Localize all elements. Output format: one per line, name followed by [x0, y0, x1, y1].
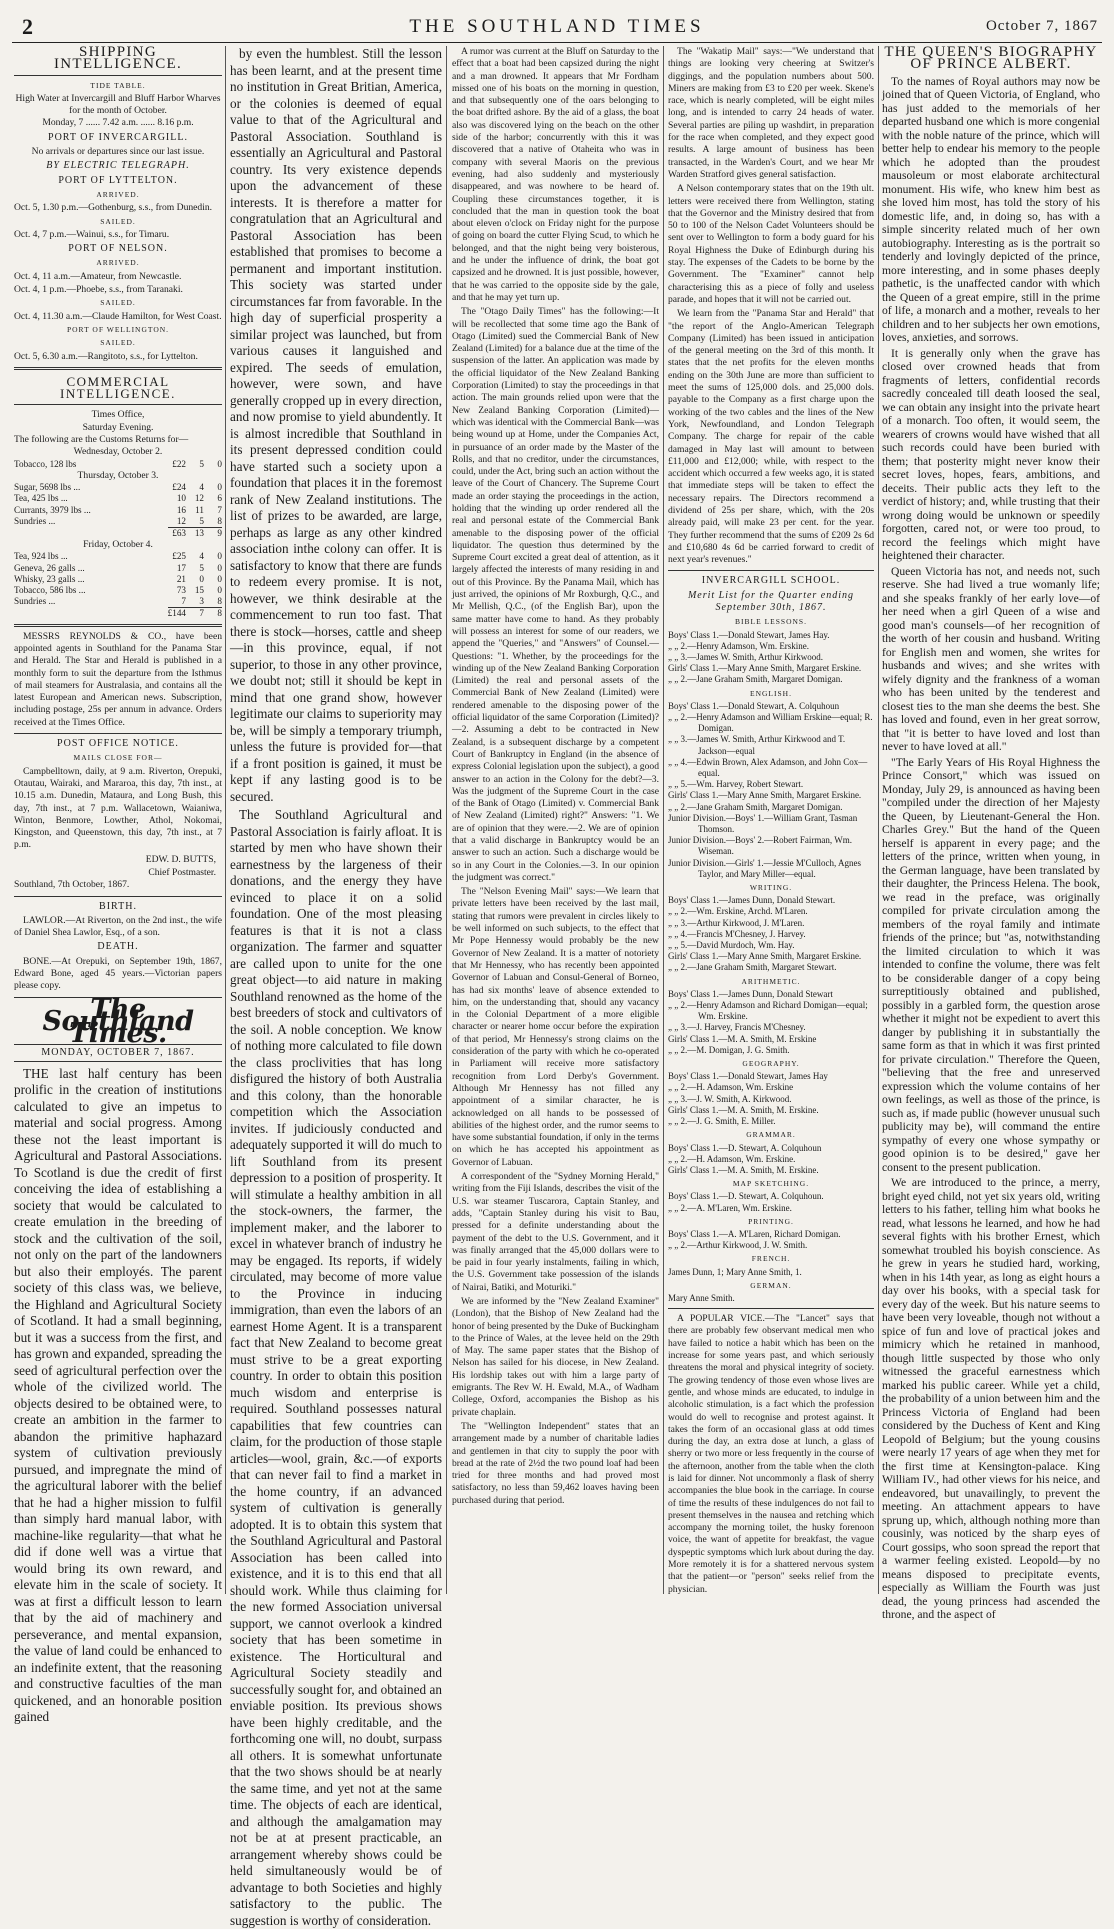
news-paragraph: A Nelson contemporary states that on the 19th ult. letters were received there from Wellington, stating that the Governor and the Ministry desired that from 50 to 100 of the Nelson Cadet Volunteers should be sent over to Wellington to form a body guard for his Royal Highness the Duke of Edinburgh during his stay. The expenses of the Cadets to be borne by the Government. The "Examiner" cannot help characterising this as a piece of folly and useless parade, and hopes that it will not be carried out.	[668, 183, 874, 305]
table-total: £144 7 8	[167, 608, 222, 619]
paper-nameplate: The Southland Times.	[42, 993, 194, 1050]
merit-entry: „ „ 3.—James W. Smith, Arthur Kirkwood.	[668, 651, 823, 662]
reynolds-notice: MESSRS REYNOLDS & CO., have been appointed agents in Southland for the Panama Star and Herald. The Star and Herald is published in a monthly form to suit the departure from the Isthmus of mail steamers for Australasia, and contains all the latest European and American news. Subscription, including postage, 25s per annum in advance. Orders received at the Times Office.	[14, 630, 222, 728]
column-4	[668, 46, 874, 1594]
port-lyttelton-heading: PORT OF LYTTELTON.	[58, 174, 178, 186]
merit-subject: FRENCH.	[751, 1254, 791, 1264]
shipping-entry: Oct. 4, 11.30 a.m.—Claude Hamilton, for West Coast.	[14, 310, 222, 322]
merit-subject: ENGLISH.	[750, 688, 792, 698]
column-3	[452, 46, 659, 1594]
merit-subject: MAP SKETCHING.	[732, 1179, 810, 1189]
port-wellington-heading: PORT OF WELLINGTON.	[66, 324, 170, 334]
article-paragraph: Queen Victoria has not, and needs not, such reserve. She had lived a true womanly life; and she speaks frankly of her early love—of her need when a girl Queen of a wise and good man's counsels—of her recognition of the worth of her cousin and husband. Writing for English men and women, she writes for husbands and wives; and she writes with wifely dignity and the frankness of a woman who has been united by the tenderest and closest ties to the man she deems the best. She has loved and found, even in her great sorrow, that "it is better to have loved and lost than never to have loved at all."	[882, 564, 1100, 754]
death-notice: BONE.—At Orepuki, on September 19th, 1867, Edward Bone, aged 45 years.—Victorian papers please copy.	[14, 955, 222, 992]
merit-subject: GERMAN.	[750, 1280, 792, 1290]
commercial-heading: COMMERCIAL INTELLIGENCE.	[60, 373, 176, 402]
news-paragraph: The "Otago Daily Times" has the following:—It will be recollected that some time ago the Bank of Otago (Limited) sued the Commercial Bank of New Zealand (Limited) for a balance due at the time of the suspension of the latter. An application was made by the official liquidator of the New Zealand Banking Corporation (Limited) to stay the proceedings in that action. The main grounds relied upon were that the New Zealand Banking Corporation (Limited)—which was identical with the Commercial Bank—was being wound up at Home, under the Companies Act, in pursuance of an order made by the Master of the Rolls, and that no creditor, under the circumstances, could, under the Act, bring such an action without the leave of the Court of Chancery. The Supreme Court made an order staying the proceedings in the action, holding that the winding up order rendered all the real and personal estate of the Commercial Bank amenable to the disposing power of the official liquidator. The question thus determined by the Supreme Court excited a great deal of attention, as it largely affected the interests of many residing in and out of this Province. By the Panama Mail, which has just arrived, the opinions of Mr Roxburgh, Q.C., and Mr Mellish, Q.C., (of the English Bar), upon the same matter have come to hand. As they probably will possess an interest for some of our readers, we append the "Queries," and "Answers" of Counsel.—Questions: "1. Whether, by the proceedings for the winding up of the New Zealand Banking Corporation (Limited) the real and personal assets of the Commercial Bank of New Zealand (Limited) were rendered amenable to the disposing power of the official liquidator of the same Corporation (Limited)?—2. Assuming a debt to be contracted in New Zealand, is a subsequent discharge by a competent Court of Bankruptcy in England (in the absence of express Colonial legislation upon the subject), a good answer to an action in the Colony for the debt?—3. Was the judgment of the Supreme Court in the case of the Bank of Otago (Limited) v. Commercial Bank of New Zealand (Limited) right?" Answers: "1. We are of opinion that they were.—2. We are of opinion that a valid discharge in Bankruptcy would be an answer to such an action. Such a discharge would be so in any Court in the Colonies.—3. In our opinion the judgment was correct."	[452, 306, 659, 883]
merit-subject: GEOGRAPHY.	[742, 1059, 800, 1069]
news-paragraph: The "Wakatip Mail" says:—"We understand that things are looking very cheering at Switzer's diggings, and the population numbers about 500. Miners are making from £3 to £20 per week. Skene's race, which is nearly completed, will be eight miles long, and is intended to carry 24 heads of water. Several parties are piling up washdirt, in preparation for the race when completed, and they expect good results. A large amount of business has been transacted, in the Warden's Court, and we hear Mr Warden Stratford gives general satisfaction.	[668, 46, 874, 180]
merit-entry: Girls' Class 1.—Mary Anne Smith, Margaret Erskine.	[668, 663, 862, 674]
merit-subject: PRINTING.	[748, 1216, 794, 1226]
merit-entry: „ „ 2.—Henry Adamson and Richard Domigan—equal; Wm. Erskine.	[668, 1000, 868, 1022]
merit-entry: „ „ 3.—James W. Smith, Arthur Kirkwood and T. Jackson—equal	[668, 734, 846, 756]
postmaster-title: Chief Postmaster.	[148, 866, 216, 878]
merit-entry: „ „ 3.—J. Harvey, Francis M'Chesney.	[668, 1022, 806, 1033]
port-invercargill-heading: PORT OF INVERCARGILL.	[48, 131, 188, 143]
table-row: Tea, 924 lbs ... £25 4 0	[14, 551, 222, 562]
merit-entry: Mary Anne Smith.	[668, 1292, 735, 1303]
customs-intro: The following are the Customs Returns for—	[14, 434, 189, 446]
merit-entry: „ „ 4.—Edwin Brown, Alex Adamson, and John Cox—equal.	[668, 756, 868, 778]
shipping-entry: Oct. 5, 6.30 a.m.—Rangitoto, s.s., for Lyttelton.	[14, 350, 198, 362]
merit-entry: Girls' Class 1.—Mary Anne Smith, Margaret Erskine.	[668, 951, 862, 962]
merit-entry: „ „ 2.—H. Adamson, Wm. Erskine.	[668, 1153, 796, 1164]
merit-entry: Girls' Class 1.—M. A. Smith, M. Erskine.	[668, 1164, 819, 1175]
table-row: Tobacco, 128 lbs £22 5 0	[14, 458, 222, 469]
table-row: Tobacco, 586 lbs ... 73 15 0	[14, 585, 222, 596]
tide-heading: TIDE TABLE.	[90, 80, 146, 90]
mails-close-label: MAILS CLOSE FOR—	[73, 753, 163, 763]
merit-entry: Boys' Class 1.—James Dunn, Donald Stewart.	[668, 895, 836, 906]
merit-entry: Boys' Class 1.—Donald Stewart, James Hay.	[668, 629, 830, 640]
table-row: Sundries ... 7 3 8	[14, 596, 222, 607]
column-2	[230, 46, 442, 1928]
newspaper-title: THE SOUTHLAND TIMES	[409, 16, 705, 37]
merit-entry: „ „ 2.—Henry Adamson and William Erskine—equal; R. Domigan.	[668, 711, 873, 734]
column-1	[14, 44, 223, 1725]
merit-entry: „ „ 2.—Henry Adamson, Wm. Erskine.	[668, 640, 810, 651]
table-row: Geneva, 26 galls ... 17 5 0	[14, 562, 222, 573]
customs-table	[14, 459, 222, 470]
merit-entry: Junior Division.—Boys' 2.—Robert Fairman, Wm. Wiseman.	[668, 835, 852, 857]
news-paragraph: The "Wellington Independent" states that an arrangement made by a number of charitable ladies and gentlemen in that city to supply the poor with bread at the rate of 2½d the two pound loaf had been tried for three months and had proved most satisfactory, no less than 59,462 loaves having been purchased during that period.	[452, 1420, 659, 1506]
sailed-label: SAILED.	[100, 216, 136, 226]
merit-entry: Junior Division.—Boys' 1.—William Grant, Tasman Thomson.	[668, 812, 858, 835]
arrived-label: ARRIVED.	[96, 258, 140, 268]
article-paragraph: To the names of Royal authors may now be joined that of Queen Victoria, of England, who has just added to the memorials of her departed husband one which is more congenial with the noble nature of the prince, which will better help to endear his memory to the people which he adopted than the proudest mausoleum or most elaborate architectural monument. His wife, who knew him best as she loved him most, has told the story of his domestic life, and, in doing so, has with a simple sincerity related much of her own autobiography. Interesting as is the portrait so tenderly and lovingly depicted of the prince, more interesting, and in some phases deeply pathetic, is the unaffected candor with which the Queen of a great empire, still in the prime of life, a monarch and a mother, reveals to her children and to her subjects her own emotions, loves, anxieties, and sorrows.	[882, 74, 1100, 345]
merit-entry: „ „ 4.—Francis M'Chesney, J. Harvey.	[668, 928, 806, 939]
shipping-entry: Oct. 4, 7 p.m.—Wainui, s.s., for Timaru.	[14, 228, 170, 240]
article-paragraph: "The Early Years of His Royal Highness the Prince Consort," which was issued on Monday, July 29, is announced as having been "compiled under the direction of her Majesty the Queen, by Lieutenant-General the Hon. Charles Grey." But the hand of the Queen herself is apparent in every page; and the letters of the prince, written when young, in the German language, have been translated by their daughter, the Princess Helena. The book, we read in the preface, was originally compiled for private circulation among the members of the royal family and intimate friends of the prince; but "as, notwithstanding the limited circulation to which it was intended to confine the volume, there was felt to be considerable danger of a copy being surreptitiously obtained and published, possibly in a garbled form, the question arose whether it might not be expedient to avert this danger by publishing it in substantially the same form as that in which it was first printed for private circulation." Therefore the Queen, "believing that the free and unreserved expression which the volume contains of her own feelings, as well as those of the prince, is such as, if made public (however unusual such publicity may be), will command the entire sympathy of every one whose sympathy or good opinion is to be desired," gave her consent to the present publication.	[882, 755, 1100, 1174]
merit-subject: WRITING.	[749, 883, 793, 893]
tide-intro: High Water at Invercargill and Bluff Harbor Wharves for the month of October.	[15, 92, 221, 117]
shipping-entry: Oct. 4, 11 a.m.—Amateur, from Newcastle.	[14, 270, 182, 282]
merit-entry: „ „ 2.—Jane Graham Smith, Margaret Domigan.	[668, 801, 843, 812]
sailed-label: SAILED.	[100, 338, 136, 348]
table-row: Tea, 425 lbs ... 10 12 6	[14, 493, 222, 504]
issue-date: October 7, 1867	[985, 18, 1098, 34]
table-row: Sugar, 5698 lbs ... £24 4 0	[14, 482, 222, 493]
news-paragraph: A rumor was current at the Bluff on Saturday to the effect that a boat had been capsized during the night and a man drowned. It appears that Mr Fordham missed one of his boats on the morning in question, and that subsequently one of the oars belonging to the boat drifted ashore. By the aid of a glass, the boat also was discovered lying on the beach on the other side of the harbor; concurrently with this it was discovered that a native of Otaheita who was in company with several Maoris on the previous evening, had also suddenly and mysteriously disappeared, and was nowhere to be heard of. Coupling these circumstances together, it is concluded that the man in question took the boat about eleven o'clock on Friday night for the purpose of going on board the cutter Flying Scud, to which he belonged, and that the night being very boisterous, and he under the influence of drink, the boat got capsized and he drowned. It is just possible, however, that he was carried to the opposite side by the gale, and that he may yet turn up.	[452, 46, 659, 303]
shipping-entry: Oct. 5, 1.30 p.m.—Gothenburg, s.s., from Dunedin.	[14, 202, 213, 214]
column-divider	[446, 46, 447, 1594]
shipping-heading: SHIPPING INTELLIGENCE.	[53, 44, 183, 73]
port-invercargill-note: No arrivals or departures since our last issue.	[31, 146, 205, 158]
merit-entry: „ „ 3.—Arthur Kirkwood, J. M'Laren.	[668, 917, 805, 928]
leader-date: MONDAY, OCTOBER 7, 1867.	[14, 1044, 222, 1062]
merit-entry: „ „ 2.—Wm. Erskine, Archd. M'Laren.	[668, 906, 808, 917]
times-office: Times Office,	[91, 409, 145, 421]
table-total: £63 13 9	[14, 527, 222, 539]
page-number: 2	[22, 14, 33, 39]
table-row: Sundries ... 12 5 8	[14, 515, 222, 526]
merit-entry: „ „ 2.—J. G. Smith, E. Miller.	[668, 1116, 776, 1127]
merit-heading: Merit List for the Quarter ending September 30th, 1867.	[687, 589, 855, 614]
merit-entry: „ „ 2.—Arthur Kirkwood, J. W. Smith.	[668, 1240, 808, 1251]
merit-entry: Girls' Class 1.—Mary Anne Smith, Margaret Erskine.	[668, 790, 862, 801]
birth-heading: BIRTH.	[99, 900, 137, 912]
leader-paragraph: THE last half century has been prolific in the creation of institutions calculated to give an impetus to material and social progress. Among these not the least important is Agricultural and Pastoral Associations. To Scotland is due the credit of first conceiving the idea of establishing a society that would be calculated to create emulation in the breeding of stock and the cultivation of the soil, not only on the part of the landowners but also their employés. The parent society of this class was, we believe, the Highland and Agricultural Society of Scotland. It had a small beginning, but it was a success from the first, and has grown and expanded, spreading the seed of agricultural perfection over the whole of the civilized world. The objects desired to be obtained were, to create an ambition in the farmer to abandon the primitive haphazard system of cultivation previously pursued, and impregnate the mind of the agricultural laborer with the belief that he had a higher mission to fulfil than simply hard manual labor, with machine-like regularity—that what he did if done well was a virtue that would bring its own reward, and elevate him in the scale of society. It was at first a difficult lesson to learn that by the aid of machinery and perseverance, and mental expansion, the value of land could be enhanced to an indefinite extent, that the reasoning and constructive faculties of the man quickened, and an honorable position gained	[14, 1065, 223, 1725]
merit-entry: Girls' Class 1.—M. A. Smith, M. Erskine.	[668, 1104, 819, 1115]
column-divider	[878, 46, 879, 1594]
postmaster-name: EDW. D. BUTTS,	[145, 853, 216, 865]
masthead	[12, 16, 1102, 43]
merit-entry: James Dunn, 1; Mary Anne Smith, 1.	[668, 1266, 802, 1277]
merit-entry: „ „ 2.—Jane Graham Smith, Margaret Domigan.	[668, 674, 843, 685]
article-paragraph: We are introduced to the prince, a merry, bright eyed child, not yet six years old, writing letters to his father, telling him what books he read, what lessons he learned, and how he had several fights with his brother Ernest, which somewhat troubled his boyish conscience. As he grew in years he studied hard, working, when in his 14th year, as long as eight hours a day over his books, with a special task for every day of the week. But his nature seems to have been very loveable, though not without a spice of fun and love of practical jokes and mimicry which he retained in manhood, though little suspected by those who only witnessed the graceful earnestness which marked his public career. While yet a child, the probability of a union between him and the Princess Victoria of England had been considered by the Duchess of Kent and King Leopold of Belgium; but the young cousins were nearly 17 years of age when they met for the first time at Kensington-palace. King William IV., had other views for his neice, and endeavored, but unavailingly, to prevent the meeting. An attachment appears to have sprung up, which, although nothing more than cousinly, was noticed by the sharp eyes of Court gossips, who soon spread the report that a warmer feeling existed. Leopold—by no means disposed to precipitate events, especially as William the Fourth was just dead, the young princess had ascended the throne, and the aspect of	[882, 1176, 1100, 1622]
shipping-entry: Oct. 4, 1 p.m.—Phoebe, s.s., from Taranaki.	[14, 284, 183, 296]
merit-entry: „ „ 3.—J. W. Smith, A. Kirkwood.	[668, 1093, 792, 1104]
leader-paragraph: The Southland Agricultural and Pastoral Association is fairly afloat. It is started by men who have shown their earnestness by the largeness of their donations, and the energy they have evinced to place it on a solid foundation. One of the most pleasing features is that it is not a class organization. The farmer and squatter are called upon to unite for the one great object—to aid nature in making Southland renowned as the home of the best breeders of stock and cultivators of the soil. A noble conception. We know of nothing more calculated to file down the class proclivities that has long disfigured the history of both Australia and this colony, than the honorable competition which the Association invites. If judiciously conducted and adequately supported it will do much to lift Southland from its present depression to a position of prosperity. It will stimulate a healthy ambition in all the stock-owners, the farmer, the implement maker, and the laborer to excel in whatever branch of industry he may be engaged. Its reports, if widely circulated, may become of more value to the Province in inducing immigration, than even the labors of an earnest Home Agent. It is a transparent fact that New Zealand to become great must strive to be a great exporting country. In order to obtain this position much wisdom and enterprise is required. Southland possesses natural capabilities that few countries can claim, for the production of those staple articles—wool, grain, &c.—of exports that can never fail to find a market in the home country, if an advanced system of cultivation is generally adopted. It is to obtain this system that the Southland Agricultural and Pastoral Association has been called into existence, and it is to this end that all should work. While thus claiming for the new formed Association universal support, we cannot overlook a kindred society that has been sometime in existence. The Horticultural and Agricultural Society steadily and successfully sought for, and obtained an enviable position. Its previous shows have been highly creditable, and the forthcoming one will, no doubt, surpass all others. It is somewhat unfortunate that the two shows should be at nearly the same time, and yet not at the same time. The objects of each are identical, and although the amalgamation may not be at at present practicable, an arrangement whereby shows could be held simultaneously would be of advantage to both Societies and highly satisfactory to the public. The suggestion is worthy of consideration.	[230, 807, 442, 1928]
merit-entry: „ „ 5.—Wm. Harvey, Robert Stewart.	[668, 779, 804, 790]
customs-day: Thursday, October 3.	[77, 469, 159, 481]
merit-entry: Junior Division.—Girls' 1.—Jessie M'Culloch, Agnes Taylor, and Mary Miller—equal.	[668, 857, 861, 879]
news-paragraph: A POPULAR VICE.—The "Lancet" says that there are probably few observant medical men who have failed to notice a habit which has been on the increase for some years past, and which seriously threatens the moral and physical integrity of society. The growing tendency of those even whose lives are gentle, and whose minds are educated, to indulge in alcoholic stimulation, is a fact which the profession would do well to recognise and protest against. It takes the form of an occasional glass at odd times during the day, an extra dose at lunch, a glass of sherry or two more or less frequently in the course of the afternoon, another from the table when the cloth is laid for dinner. Not uncommonly a flask of sherry accompanies the blue book in the carriage. In course of time the results of these indulgences do not fail to present themselves in the nausea and retching which accompany the morning toilet, the husky forenoon voice, the want of appetite for breakfast, the vague dyspeptic symptoms which lurk about during the day. More remotely it is for a shattered nervous system that the patient—or "person" seeks relief from the physician.	[668, 1313, 874, 1595]
article-paragraph: It is generally only when the grave has closed over crowned heads that from fragments of letters, confidential records sacredly concealed till death loosed the seal, we can obtain any insight into the private heart of a monarch. Too often, it would seem, the wearers of crowns would have wished that all such records could have been buried with them; that posterity might never know their secret loves, hopes, fears, ambitions, and deceits. Their public acts they left to the verdict of history; and, while trusting that their wrong doing would be unknown or speedily forgotten, cared not, or were too proud, to record the feelings which might have heightened their character.	[882, 346, 1100, 563]
customs-table	[14, 482, 222, 539]
column-divider	[225, 46, 226, 1594]
birth-notice: LAWLOR.—At Riverton, on the 2nd inst., the wife of Daniel Shea Lawlor, Esq., of a son.	[14, 914, 222, 939]
school-heading: INVERCARGILL SCHOOL.	[701, 575, 841, 587]
saturday-evening: Saturday Evening.	[82, 421, 154, 433]
customs-day: Friday, October 4.	[83, 539, 153, 551]
column-divider	[663, 46, 664, 1594]
merit-entry: Boys' Class 1.—A. M'Laren, Richard Domigan.	[668, 1228, 841, 1239]
merit-entry: Boys' Class 1.—D. Stewart, A. Colquhoun	[668, 1142, 822, 1153]
tide-row: Monday, 7 ...... 7.42 a.m. ...... 8.16 p.m.	[42, 117, 194, 129]
merit-subject: BIBLE LESSONS.	[735, 617, 807, 627]
death-heading: DEATH.	[97, 941, 139, 953]
table-row: Currants, 3979 lbs ... 16 11 7	[14, 504, 222, 515]
merit-subject: ARITHMETIC.	[741, 976, 801, 986]
post-office-heading: POST OFFICE NOTICE.	[57, 738, 179, 750]
merit-entry: Boys' Class 1.—D. Stewart, A. Colquhoun.	[668, 1191, 824, 1202]
customs-table	[14, 551, 222, 619]
merit-list	[668, 616, 874, 1304]
news-paragraph: We learn from the "Panama Star and Herald" that "the report of the Anglo-American Telegraph Company (Limited) has been issued in anticipation of the general meeting on the 3rd of this month. It states that the net profits for the eleven months ending on the 30th June are more than sufficient to meet the sums of 125,000 dols. and 25,000 dols. payable to the Company as a first charge upon the working of the two cables and the lines of the New York, Newfoundland, and London Telegraph Company. The charge for repair of the cable damaged in May last will amount to between £11,000 and £12,000; while, with respect to the accident which occurred a few weeks ago, it is stated that immediate steps will be taken to effect the necessary repairs. The Directors recommend a dividend of 25s per share, which, with the 20s already paid, will make 23 per cent. for the year. They further recommend that the sums of £209 2s 6d and £10,680 4s 6d be carried forward to credit of next year's revenues."	[668, 308, 874, 566]
sailed-label: SAILED.	[100, 298, 136, 308]
merit-entry: „ „ 2.—A. M'Laren, Wm. Erskine.	[668, 1202, 792, 1213]
merit-entry: „ „ 2.—H. Adamson, Wm. Erskine	[668, 1082, 794, 1093]
arrived-label: ARRIVED.	[96, 189, 140, 199]
merit-entry: Boys' Class 1.—James Dunn, Donald Stewart	[668, 988, 833, 999]
telegraph-heading: BY ELECTRIC TELEGRAPH.	[46, 160, 190, 172]
news-paragraph: We are informed by the "New Zealand Examiner" (London), that the Bishop of New Zealand had the honor of being presented by the Duke of Buckingham to the Prince of Wales, at the levee held on the 29th of May. The same paper states that the Bishop of Nelson has sailed for his diocese, in New Zealand. His lordship takes out with him a large party of emigrants. The Rev W. H. Ewald, M.A., of Wadham College, Oxford, accompanies the Bishop as his private chaplain.	[452, 1295, 659, 1418]
merit-entry: „ „ 2.—Jane Graham Smith, Margaret Stewart.	[668, 962, 837, 973]
leader-paragraph: by even the humblest. Still the lesson has been learnt, and at the present time no institution in Great Britian, America, or the colonies is deemed of equal value to that of the Agricultural and Pastoral Association. Southland is essentially an Agricultural and Pastoral country. Its very existence depends upon the advancement of these interests. It is therefore a matter for congratulation that an Agricultural and Pastoral Association has been established that promises to become a permanent and important institution. This society was started under circumstances far from favorable. In the high day of superficial prosperity a similar project was launched, but from various causes it languished and expired. The seeds of emulation, however, were sown, and have generally cropped up in every direction, and now promise to yield abundently. It is almost incredible that Southland in its present depressed condition could have started such a society upon a foundation that places it in the foremost rank of New Zealand institutions. The list of prizes to be awarded, are large, perhaps as large as any other kindred association inthe colony can offer. It is satisfactory to know that there are funds to redeem every promise. It is not, however, we think desirable at the commencement to run too fast. That there is stock—horses, cattle and sheep—in this province, equal, if not superior, to those in any other province, we doubt not; still it should be kept in mind that one grand show, however legitimate our claims to superiority may be, will be simply a temporary triumph, unless the future is provided for—that if a front position is gained, it must be kept if any lasting good is to be secured.	[230, 46, 442, 804]
merit-entry: „ „ 5.—David Murdoch, Wm. Hay.	[668, 940, 795, 951]
column-5	[882, 44, 1100, 1622]
post-office-text: Campbelltown, daily, at 9 a.m. Riverton, Orepuki, Otautau, Wairaki, and Mararoa, this day, 7th inst., at 10.15 a.m. Dunedin, Mataura, and Long Bush, this day, 7th inst., at 7 p.m. Wallacetown, Waianiwa, Winton, Benmore, Lowther, Athol, Nokomai, Kingston, and Queenstown, this day, 7th inst., at 7 p.m.	[14, 765, 222, 851]
post-date: Southland, 7th October, 1867.	[14, 879, 130, 891]
news-paragraph: A correspondent of the "Sydney Morning Herald," writing from the Fiji Islands, describes the visit of the U.S. war steamer Tuscarora, Captain Stanley, and adds, "Captain Stanley during his visit to Bau, pressed for a definite understanding about the payment of the debt to the U.S. Government, and it was finally arranged that the 45,000 dollars were to be paid in four yearly instalments, failing in which, the U.S. Government take possession of the islands of Nairai, Batiki, and Moturiki."	[452, 1171, 659, 1293]
merit-entry: „ „ 2.—M. Domigan, J. G. Smith.	[668, 1044, 790, 1055]
merit-subject: GRAMMAR.	[746, 1130, 796, 1140]
article-heading: THE QUEEN'S BIOGRAPHY OF PRINCE ALBERT.	[884, 44, 1098, 73]
table-row: Whisky, 23 galls ... 21 0 0	[14, 573, 222, 584]
merit-entry: Girls' Class 1.—M. A. Smith, M. Erskine	[668, 1033, 817, 1044]
merit-entry: Boys' Class 1.—Donald Stewart, James Hay	[668, 1071, 828, 1082]
news-paragraph: The "Nelson Evening Mail" says:—We learn that private letters have been received by the last mail, stating that rumors were prevalent in circles likely to be well informed on such subjects, to the effect that Mr Pope Hennessy would probably be the new Governor of New Zealand. It is a matter of notoriety that Mr Hennessy, who has recently been appointed Governor of Labuan and Consul-General of Borneo, has had six months' leave of absence extended to him, on the understanding that, should any vacancy in the Colonial Department of a more eligible character or nearer home occur before the expiration of that period, Mr Hennessy's strong claims on the consideration of the party with which he co-operated in Parliament will receive more satisfactory recognition from Lord Derby's Government. Although Mr Hennessy has not filled any appointment of a similar character, he is acknowledged on all hands to be possessed of abilities of the highest order, and the rumor seems to have some substantial foundation, if only in the terms on which he has accepted his appointment as Governor of Labuan.	[452, 886, 659, 1168]
customs-day: Wednesday, October 2.	[73, 446, 163, 458]
merit-entry: Boys' Class 1.—Donald Stewart, A. Colquhoun	[668, 700, 840, 711]
port-nelson-heading: PORT OF NELSON.	[68, 243, 168, 255]
